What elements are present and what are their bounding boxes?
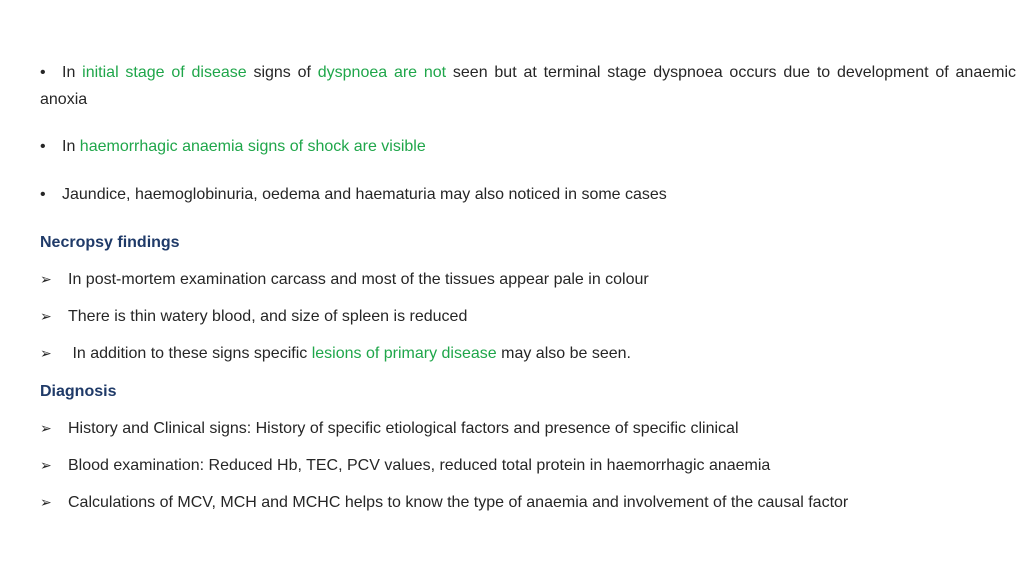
- bullet-dot-icon: •: [40, 186, 46, 203]
- arrow-bullet-icon: ➢: [40, 457, 52, 473]
- arrow-bullet-icon: ➢: [40, 420, 52, 436]
- highlight-text: lesions of primary disease: [311, 345, 497, 362]
- bullet-text-segment: In: [62, 138, 80, 155]
- list-item-text: In addition to these signs specific: [68, 345, 312, 362]
- list-item: [40, 271, 649, 289]
- highlight-text: haemorrhagic anaemia signs of shock are visible: [79, 138, 426, 155]
- bullet-dot-icon: •: [40, 64, 46, 81]
- bullet-text-segment: In: [62, 64, 83, 81]
- list-item: [40, 494, 848, 512]
- list-item-text: may also be seen.: [496, 345, 631, 362]
- list-item-text: In post-mortem examination carcass and most of the tissues appear pale in colour: [68, 271, 649, 288]
- bullet-item: [40, 59, 1016, 113]
- bullet-text-segment: seen but at terminal stage dyspnoea occurs due to development of anaemic anoxia: [40, 64, 1017, 108]
- list-item-text: Calculations of MCV, MCH and MCHC helps to know the type of anaemia and involvement of the causal factor: [68, 494, 849, 511]
- list-item: [40, 420, 739, 438]
- arrow-bullet-icon: ➢: [40, 308, 52, 324]
- list-item: [40, 457, 770, 475]
- section-heading-necropsy: Necropsy findings: [40, 234, 180, 251]
- arrow-bullet-icon: ➢: [40, 345, 52, 361]
- highlight-text: initial stage of disease: [82, 64, 247, 81]
- list-item: [40, 308, 467, 326]
- bullet-item: [40, 186, 667, 204]
- arrow-bullet-icon: ➢: [40, 271, 52, 287]
- section-heading-diagnosis: Diagnosis: [40, 383, 117, 400]
- highlight-text: dyspnoea are not: [317, 64, 447, 81]
- bullet-item: [40, 138, 426, 156]
- list-item-text: There is thin watery blood, and size of spleen is reduced: [68, 308, 468, 325]
- list-item-text: History and Clinical signs: History of specific etiological factors and presence of specific clinical: [68, 420, 739, 437]
- arrow-bullet-icon: ➢: [40, 494, 52, 510]
- list-item: [40, 345, 631, 363]
- list-item-text: Blood examination: Reduced Hb, TEC, PCV values, reduced total protein in haemorrhagic anaemia: [68, 457, 771, 474]
- bullet-dot-icon: •: [40, 138, 46, 155]
- bullet-text-segment: signs of: [246, 64, 318, 81]
- bullet-text-segment: Jaundice, haemoglobinuria, oedema and haematuria may also noticed in some cases: [62, 186, 667, 203]
